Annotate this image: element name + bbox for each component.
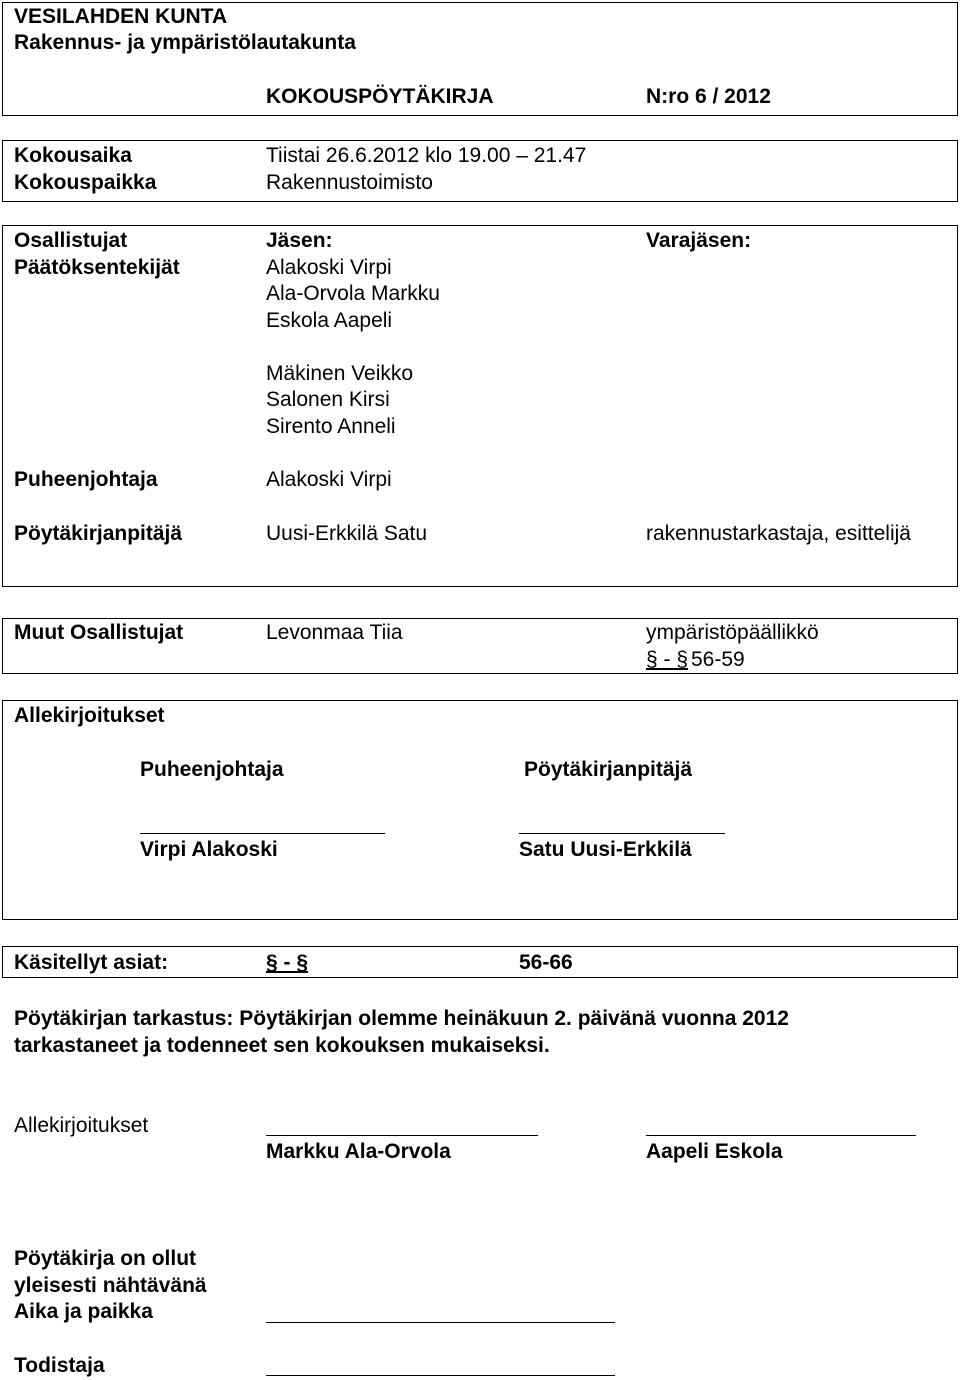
meeting-place-label: Kokouspaikka bbox=[14, 171, 157, 194]
publication-text-line2: yleisesti nähtävänä bbox=[14, 1274, 207, 1297]
signatures-label: Allekirjoitukset bbox=[14, 704, 165, 727]
participants-label: Osallistujat bbox=[14, 229, 128, 252]
reviewer1-name: Markku Ala-Orvola bbox=[266, 1140, 451, 1163]
handled-items-range: 56-66 bbox=[519, 951, 573, 974]
secretary-value: Uusi-Erkkilä Satu bbox=[266, 522, 428, 545]
review-text-line2: tarkastaneet ja todenneet sen kokouksen mukaiseksi. bbox=[14, 1034, 550, 1057]
handled-items-label: Käsitellyt asiat: bbox=[14, 951, 169, 974]
secretary-signature-title: Pöytäkirjanpitäjä bbox=[524, 758, 693, 781]
chair-signature-line bbox=[140, 833, 385, 834]
witness-signature-line bbox=[266, 1375, 615, 1376]
signatures-box bbox=[2, 700, 958, 920]
publication-text-line1: Pöytäkirja on ollut bbox=[14, 1247, 197, 1270]
review-text-line1: Pöytäkirjan tarkastus: Pöytäkirjan olemme heinäkuun 2. päivänä vuonna 2012 bbox=[14, 1007, 789, 1030]
chair-value: Alakoski Virpi bbox=[266, 468, 392, 491]
member-name: Sirento Anneli bbox=[266, 415, 396, 438]
member-header: Jäsen: bbox=[266, 229, 333, 252]
meeting-time-label: Kokousaika bbox=[14, 144, 132, 167]
review-signatures-label: Allekirjoitukset bbox=[14, 1114, 149, 1137]
other-participants-label: Muut Osallistujat bbox=[14, 621, 184, 644]
publication-time-place-line bbox=[266, 1322, 615, 1323]
section-range: 56-59 bbox=[691, 648, 745, 671]
secretary-role: rakennustarkastaja, esittelijä bbox=[646, 522, 911, 545]
other-participant-name: Levonmaa Tiia bbox=[266, 621, 403, 644]
section-marker: § - § bbox=[646, 648, 689, 671]
secretary-signature-name: Satu Uusi-Erkkilä bbox=[519, 838, 692, 861]
deputy-header: Varajäsen: bbox=[646, 229, 752, 252]
secretary-label: Pöytäkirjanpitäjä bbox=[14, 522, 183, 545]
other-participant-role: ympäristöpäällikkö bbox=[646, 621, 819, 644]
board-name: Rakennus- ja ympäristölautakunta bbox=[14, 31, 356, 54]
member-name: Salonen Kirsi bbox=[266, 388, 390, 411]
reviewer2-signature-line bbox=[646, 1135, 916, 1136]
chair-signature-title: Puheenjohtaja bbox=[140, 758, 284, 781]
municipality-name: VESILAHDEN KUNTA bbox=[14, 5, 228, 28]
reviewer2-name: Aapeli Eskola bbox=[646, 1140, 783, 1163]
member-name: Ala-Orvola Markku bbox=[266, 282, 440, 305]
document-number: N:ro 6 / 2012 bbox=[646, 85, 771, 108]
handled-section-marker: § - § bbox=[266, 951, 309, 974]
reviewer1-signature-line bbox=[266, 1135, 538, 1136]
witness-label: Todistaja bbox=[14, 1354, 105, 1377]
member-name: Eskola Aapeli bbox=[266, 309, 393, 332]
member-name: Mäkinen Veikko bbox=[266, 362, 414, 385]
chair-label: Puheenjohtaja bbox=[14, 468, 158, 491]
decision-makers-label: Päätöksentekijät bbox=[14, 256, 180, 279]
meeting-time-value: Tiistai 26.6.2012 klo 19.00 – 21.47 bbox=[266, 144, 587, 167]
publication-time-place-label: Aika ja paikka bbox=[14, 1300, 153, 1323]
meeting-place-value: Rakennustoimisto bbox=[266, 171, 433, 194]
member-name: Alakoski Virpi bbox=[266, 256, 392, 279]
document-title: KOKOUSPÖYTÄKIRJA bbox=[266, 85, 494, 108]
secretary-signature-line bbox=[519, 833, 725, 834]
chair-signature-name: Virpi Alakoski bbox=[140, 838, 278, 861]
